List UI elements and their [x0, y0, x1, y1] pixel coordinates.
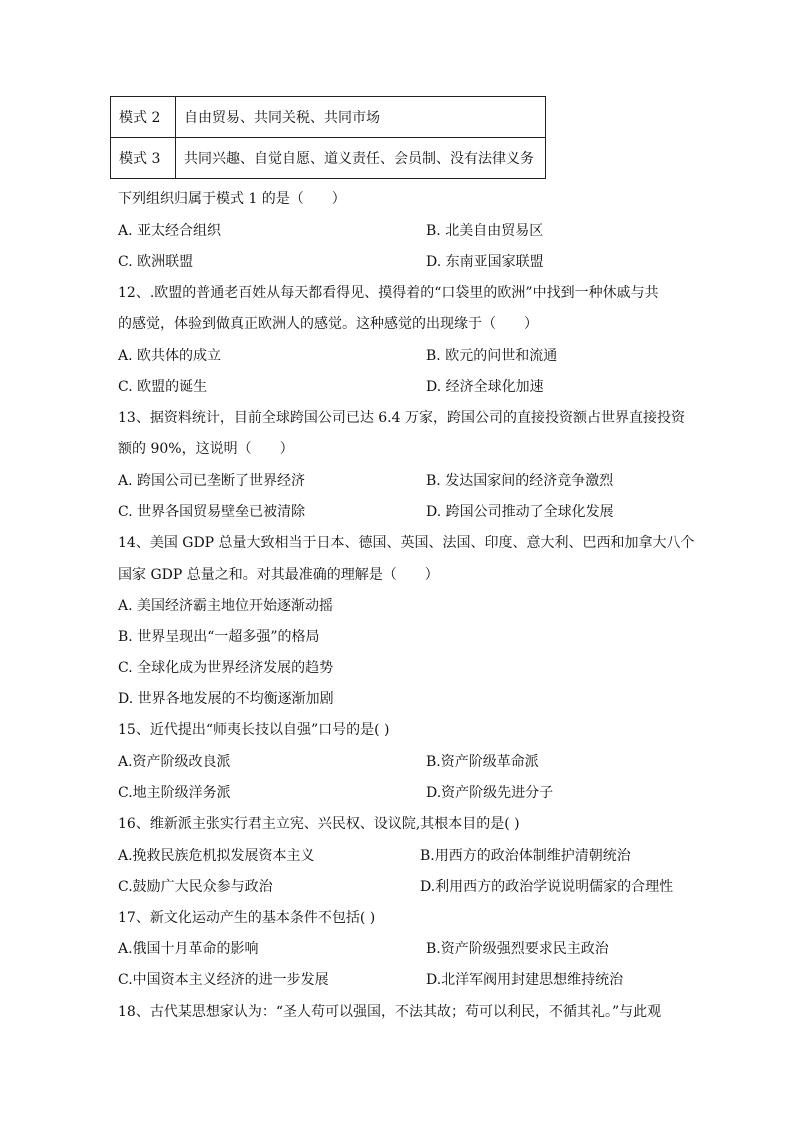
option-a: A. 美国经济霸主地位开始逐渐动摇: [118, 598, 334, 614]
option-d: D. 东南亚国家联盟: [426, 254, 544, 270]
option-c: C.中国资本主义经济的进一步发展: [118, 972, 329, 988]
question-13-stem-line1: 13、据资料统计，目前全球跨国公司已达 6.4 万家，跨国公司的直接投资额占世界直接投资: [118, 410, 685, 426]
option-c: C. 全球化成为世界经济发展的趋势: [118, 660, 334, 676]
option-d: D.资产阶级先进分子: [426, 785, 554, 801]
mode-table: [110, 96, 546, 179]
option-a: A. 跨国公司已垄断了世界经济: [118, 473, 306, 489]
question-12-stem-line2: 的感觉，体验到做真正欧洲人的感觉。这种感觉的出现缘于（ ）: [118, 316, 538, 332]
option-d: D. 经济全球化加速: [426, 379, 544, 395]
option-c: C.鼓励广大民众参与政治: [118, 879, 273, 895]
option-c: C. 欧盟的诞生: [118, 379, 208, 395]
option-a: A. 亚太经合组织: [118, 223, 222, 239]
question-16-stem: 16、维新派主张实行君主立宪、兴民权、设议院,其根本目的是( ): [118, 816, 520, 832]
option-b: B.资产阶级革命派: [426, 754, 539, 770]
option-c: C. 欧洲联盟: [118, 254, 194, 270]
option-b: B. 北美自由贸易区: [426, 223, 544, 239]
option-d: D. 世界各地发展的不均衡逐渐加剧: [118, 691, 334, 707]
option-b: B.资产阶级强烈要求民主政治: [426, 941, 609, 957]
mode-label: 模式 3: [111, 138, 176, 179]
question-17-stem: 17、新文化运动产生的基本条件不包括( ): [118, 910, 376, 926]
option-b: B.用西方的政治体制维护清朝统治: [420, 848, 631, 864]
question-14-stem-line2: 国家 GDP 总量之和。对其最准确的理解是（ ）: [118, 567, 439, 583]
mode-description: 共同兴趣、自觉自愿、道义责任、会员制、没有法律义务: [176, 138, 546, 179]
option-d: D. 跨国公司推动了全球化发展: [426, 504, 614, 520]
mode-description: 自由贸易、共同关税、共同市场: [176, 97, 546, 138]
option-d: D.利用西方的政治学说说明儒家的合理性: [420, 879, 674, 895]
table-row: [111, 138, 546, 179]
question-12-stem-line1: 12、.欧盟的普通老百姓从每天都看得见、摸得着的“口袋里的欧洲”中找到一种休戚与共: [118, 285, 659, 301]
question-13-stem-line2: 额的 90%，这说明（ ）: [118, 441, 294, 457]
option-a: A.资产阶级改良派: [118, 754, 231, 770]
option-b: B. 欧元的问世和流通: [426, 348, 558, 364]
question-14-stem-line1: 14、美国 GDP 总量大致相当于日本、德国、英国、法国、印度、意大利、巴西和加拿大八个: [118, 535, 695, 551]
mode-label: 模式 2: [111, 97, 176, 138]
option-c: C.地主阶级洋务派: [118, 785, 231, 801]
option-d: D.北洋军阀用封建思想维持统治: [426, 972, 624, 988]
option-a: A.挽救民族危机拟发展资本主义: [118, 848, 315, 864]
option-a: A. 欧共体的成立: [118, 348, 222, 364]
question-18-stem: 18、古代某思想家认为：“圣人苟可以强国，不法其故；苟可以利民，不循其礼。”与此观: [118, 1004, 662, 1020]
table-row: [111, 97, 546, 138]
option-c: C. 世界各国贸易壁垒已被清除: [118, 504, 306, 520]
option-a: A.俄国十月革命的影响: [118, 941, 259, 957]
option-b: B. 世界呈现出“一超多强”的格局: [118, 629, 320, 645]
option-b: B. 发达国家间的经济竞争激烈: [426, 473, 614, 489]
question-11-stem: 下列组织归属于模式 1 的是（ ）: [118, 191, 346, 207]
question-15-stem: 15、近代提出“师夷长技以自强”口号的是( ): [118, 722, 390, 738]
